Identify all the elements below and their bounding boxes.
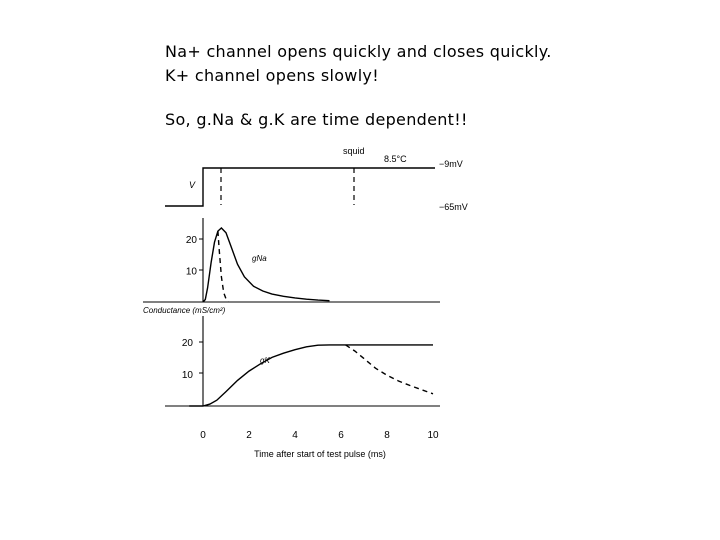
x-tick-label-0: 0 <box>200 430 206 441</box>
x-tick-label-10: 10 <box>427 430 439 441</box>
voltage-low-label: −65mV <box>439 202 468 212</box>
top-y-tick-labels <box>186 235 198 278</box>
y-tick-label-bottom-10: 10 <box>181 370 193 381</box>
species-label: squid <box>343 146 365 156</box>
voltage-high-label: −9mV <box>439 159 463 169</box>
x-tick-label-4: 4 <box>292 430 298 441</box>
y-tick-label-top-10: 10 <box>185 266 197 278</box>
y-tick-label-top-20: 20 <box>185 235 197 246</box>
x-axis-label: Time after start of test pulse (ms) <box>254 449 386 459</box>
series-line-top-1 <box>218 231 228 302</box>
series-line-bottom-0 <box>189 345 433 406</box>
x-tick-labels <box>200 430 439 441</box>
caption-line-2: K+ channel opens slowly! <box>165 66 379 85</box>
y-tick-label-bottom-20: 20 <box>181 338 193 349</box>
y-axis-label: Conductance (mS/cm²) <box>143 306 226 315</box>
series-name-bottom: gK <box>260 356 270 365</box>
voltage-step-trace <box>165 168 435 206</box>
bottom-y-tick-labels <box>182 338 194 381</box>
x-tick-label-2: 2 <box>246 430 252 441</box>
caption-line-1: Na+ channel opens quickly and closes quickly. <box>165 42 552 61</box>
temperature-label: 8.5°C <box>384 154 407 164</box>
x-tick-label-8: 8 <box>384 430 390 441</box>
caption-line-3: So, g.Na & g.K are time dependent!! <box>165 110 468 129</box>
voltage-symbol: V <box>189 180 196 190</box>
series-layer <box>189 228 433 406</box>
x-tick-label-6: 6 <box>338 430 344 441</box>
series-name-top: gNa <box>252 254 267 263</box>
series-line-top-0 <box>203 228 330 302</box>
series-line-bottom-1 <box>346 345 433 394</box>
